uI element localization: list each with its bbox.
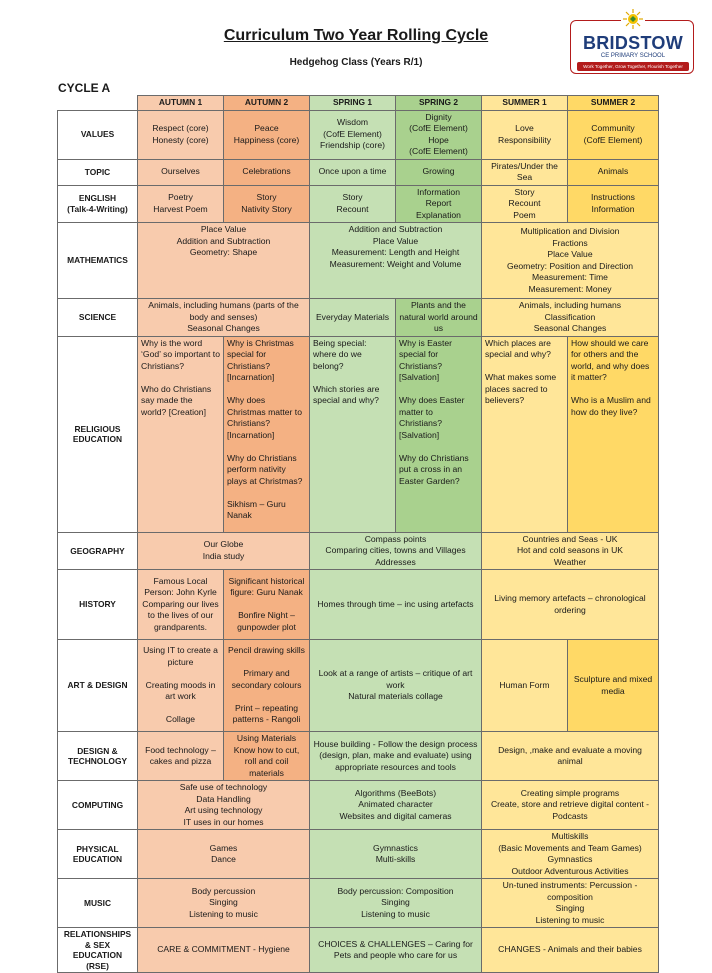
cycle-heading: CYCLE A — [58, 81, 111, 95]
subject-label-music: MUSIC — [58, 879, 138, 928]
logo-name: BRIDSTOW — [582, 33, 684, 53]
cell-topic-autumn1: Ourselves — [138, 159, 224, 185]
row-design-technology — [58, 732, 659, 781]
cell-maths-spring: Addition and Subtraction Place Value Measurement: Length and Height Measurement: Weight and Volume — [310, 223, 482, 299]
cell-re-summer1: Which places are special and why? What makes some places sacred to believers? — [482, 336, 568, 532]
cell-geography-spring: Compass points Comparing cities, towns and Villages Addresses — [310, 532, 482, 570]
cell-values-summer1: Love Responsibility — [482, 110, 568, 159]
row-music — [58, 879, 659, 928]
subject-label-values: VALUES — [58, 110, 138, 159]
cell-re-autumn2: Why is Christmas special for Christians? [Incarnation] Why does Christmas matter to Christians? [Incarnation] Why do Christians perform nativity plays at Christmas? Sikhism – Guru Nanak — [224, 336, 310, 532]
sun-crest-icon — [621, 7, 645, 31]
cell-computing-spring: Algorithms (BeeBots) Animated character Websites and digital cameras — [310, 781, 482, 830]
logo-subtitle: CE PRIMARY SCHOOL — [600, 53, 666, 59]
cell-rse-autumn: CARE & COMMITMENT - Hygiene — [138, 928, 310, 973]
cell-history-autumn2: Significant historical figure: Guru Nanak Bonfire Night – gunpowder plot — [224, 570, 310, 640]
cell-science-spring1: Everyday Materials — [310, 299, 396, 337]
cell-maths-autumn: Place Value Addition and Subtraction Geometry: Shape — [138, 223, 310, 299]
cell-maths-summer: Multiplication and Division Fractions Place Value Geometry: Position and Direction Measurement: Time Measurement: Money — [482, 223, 659, 299]
cell-music-spring: Body percussion: Composition Singing Listening to music — [310, 879, 482, 928]
subject-label-english: ENGLISH (Talk-4-Writing) — [58, 185, 138, 223]
subject-label-rse: RELATIONSHIPS & SEX EDUCATION (RSE) — [58, 928, 138, 973]
term-header-summer1: SUMMER 1 — [482, 96, 568, 111]
term-header-summer2: SUMMER 2 — [568, 96, 659, 111]
row-mathematics — [58, 223, 659, 299]
cell-dt-summer: Design, ,make and evaluate a moving animal — [482, 732, 659, 781]
row-religious-education — [58, 336, 659, 532]
cell-topic-spring1: Once upon a time — [310, 159, 396, 185]
cell-topic-spring2: Growing — [396, 159, 482, 185]
subject-label-topic: TOPIC — [58, 159, 138, 185]
row-topic — [58, 159, 659, 185]
cell-geography-autumn: Our Globe India study — [138, 532, 310, 570]
row-physical-education — [58, 830, 659, 879]
subject-label-dt: DESIGN & TECHNOLOGY — [58, 732, 138, 781]
cell-values-autumn1: Respect (core) Honesty (core) — [138, 110, 224, 159]
subject-label-computing: COMPUTING — [58, 781, 138, 830]
cell-topic-autumn2: Celebrations — [224, 159, 310, 185]
row-english — [58, 185, 659, 223]
cell-values-spring2: Dignity (CofE Element) Hope (CofE Element) — [396, 110, 482, 159]
subject-label-geography: GEOGRAPHY — [58, 532, 138, 570]
row-values — [58, 110, 659, 159]
header-blank-cell — [58, 96, 138, 111]
cell-dt-spring: House building - Follow the design process (design, plan, make and evaluate) using appropriate resources and tools — [310, 732, 482, 781]
row-art-design — [58, 640, 659, 732]
cell-art-spring: Look at a range of artists – critique of art work Natural materials collage — [310, 640, 482, 732]
cell-english-spring2: Information Report Explanation — [396, 185, 482, 223]
class-subtitle: Hedgehog Class (Years R/1) — [289, 57, 423, 68]
cell-rse-spring: CHOICES & CHALLENGES – Caring for Pets and people who care for us — [310, 928, 482, 973]
subject-label-history: HISTORY — [58, 570, 138, 640]
subject-label-art: ART & DESIGN — [58, 640, 138, 732]
subject-label-science: SCIENCE — [58, 299, 138, 337]
subject-label-mathematics: MATHEMATICS — [58, 223, 138, 299]
school-logo — [570, 20, 694, 74]
cell-science-spring2: Plants and the natural world around us — [396, 299, 482, 337]
cell-english-summer1: Story Recount Poem — [482, 185, 568, 223]
cell-computing-summer: Creating simple programs Create, store and retrieve digital content - Podcasts — [482, 781, 659, 830]
cell-history-spring: Homes through time – inc using artefacts — [310, 570, 482, 640]
cell-art-summer2: Sculpture and mixed media — [568, 640, 659, 732]
cell-music-summer: Un-tuned instruments: Percussion - composition Singing Listening to music — [482, 879, 659, 928]
row-computing — [58, 781, 659, 830]
cell-music-autumn: Body percussion Singing Listening to music — [138, 879, 310, 928]
cell-re-spring1: Being special: where do we belong? Which stories are special and why? — [310, 336, 396, 532]
cell-topic-summer1: Pirates/Under the Sea — [482, 159, 568, 185]
cell-computing-autumn: Safe use of technology Data Handling Art using technology IT uses in our homes — [138, 781, 310, 830]
cell-geography-summer: Countries and Seas - UK Hot and cold seasons in UK Weather — [482, 532, 659, 570]
row-rse — [58, 928, 659, 973]
curriculum-table — [57, 95, 659, 973]
cell-pe-spring: Gymnastics Multi-skills — [310, 830, 482, 879]
cell-pe-autumn: Games Dance — [138, 830, 310, 879]
cell-pe-summer: Multiskills (Basic Movements and Team Games) Gymnastics Outdoor Adventurous Activities — [482, 830, 659, 879]
cell-history-summer: Living memory artefacts – chronological ordering — [482, 570, 659, 640]
cell-art-autumn1: Using IT to create a picture Creating moods in art work Collage — [138, 640, 224, 732]
cell-rse-summer: CHANGES - Animals and their babies — [482, 928, 659, 973]
cell-english-autumn1: Poetry Harvest Poem — [138, 185, 224, 223]
term-header-spring1: SPRING 1 — [310, 96, 396, 111]
cell-re-summer2: How should we care for others and the world, and why does it matter? Who is a Muslim and how do they live? — [568, 336, 659, 532]
cell-dt-autumn2: Using Materials Know how to cut, roll and coil materials — [224, 732, 310, 781]
cell-english-summer2: Instructions Information — [568, 185, 659, 223]
row-history — [58, 570, 659, 640]
row-science — [58, 299, 659, 337]
cell-re-spring2: Why is Easter special for Christians? [Salvation] Why does Easter matter to Christians? [Salvation] Why do Christians put a cross in an Easter Garden? — [396, 336, 482, 532]
cell-dt-autumn1: Food technology – cakes and pizza — [138, 732, 224, 781]
cell-history-autumn1: Famous Local Person: John Kyrle Comparing our lives to the lives of our grandparents. — [138, 570, 224, 640]
cell-values-summer2: Community (CofE Element) — [568, 110, 659, 159]
row-geography — [58, 532, 659, 570]
term-header-autumn1: AUTUMN 1 — [138, 96, 224, 111]
cell-art-summer1: Human Form — [482, 640, 568, 732]
subject-label-pe: PHYSICAL EDUCATION — [58, 830, 138, 879]
cell-english-autumn2: Story Nativity Story — [224, 185, 310, 223]
term-header-autumn2: AUTUMN 2 — [224, 96, 310, 111]
cell-values-autumn2: Peace Happiness (core) — [224, 110, 310, 159]
term-header-row — [58, 96, 659, 111]
cell-values-spring1: Wisdom (CofE Element) Friendship (core) — [310, 110, 396, 159]
term-header-spring2: SPRING 2 — [396, 96, 482, 111]
cell-topic-summer2: Animals — [568, 159, 659, 185]
cell-re-autumn1: Why is the word ‘God’ so important to Christians? Who do Christians say made the world? [Creation] — [138, 336, 224, 532]
cell-english-spring1: Story Recount — [310, 185, 396, 223]
logo-tagline: Work Together, Grow Together, Flourish Together — [577, 62, 689, 71]
cell-science-autumn: Animals, including humans (parts of the body and senses) Seasonal Changes — [138, 299, 310, 337]
cell-science-summer: Animals, including humans Classification Seasonal Changes — [482, 299, 659, 337]
cell-art-autumn2: Pencil drawing skills Primary and secondary colours Print – repeating patterns - Rangoli — [224, 640, 310, 732]
page-title: Curriculum Two Year Rolling Cycle — [223, 27, 489, 44]
subject-label-re: RELIGIOUS EDUCATION — [58, 336, 138, 532]
